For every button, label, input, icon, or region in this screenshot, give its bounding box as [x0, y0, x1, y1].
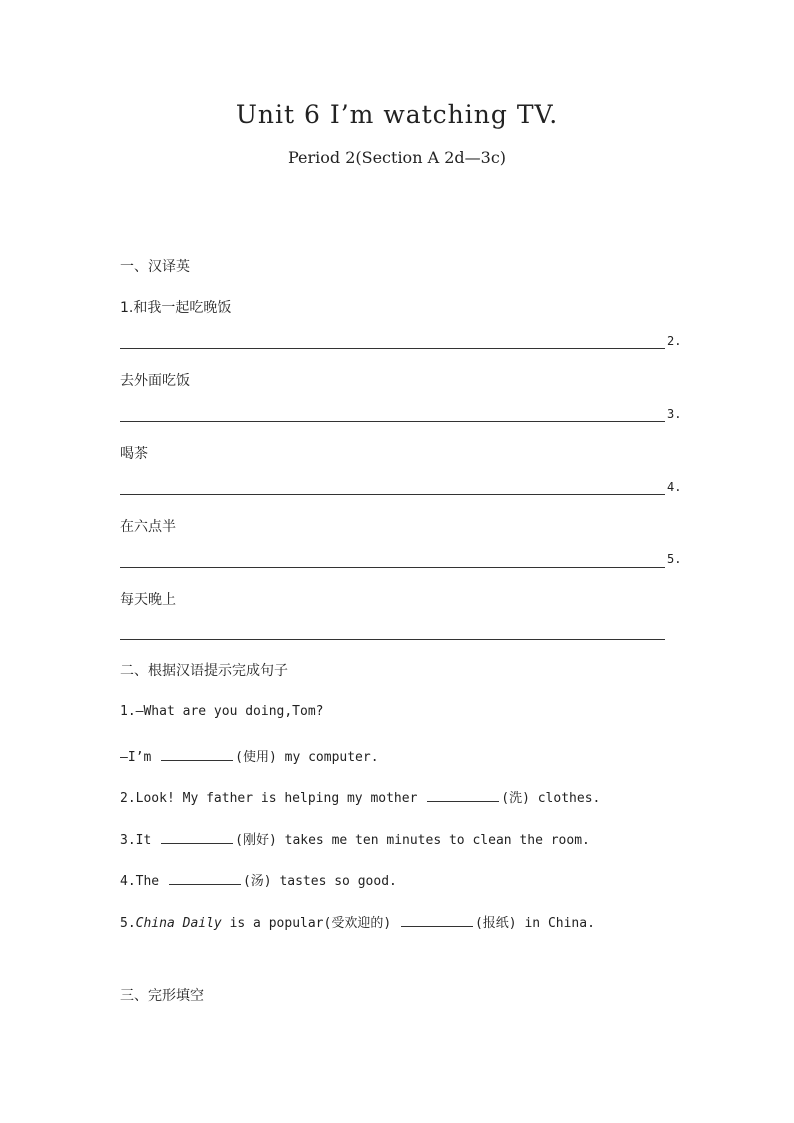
question-3 — [120, 829, 590, 848]
answer-line-2 — [120, 421, 665, 422]
section1-item1: 1.和我一起吃晚饭 — [120, 300, 232, 316]
question-5-newspaper-name: China Daily — [135, 916, 222, 931]
question-4 — [120, 870, 397, 889]
item-number-3: 3. — [667, 407, 682, 421]
section1-item4: 在六点半 — [120, 519, 176, 535]
question-3-prefix: 3.It — [120, 833, 160, 848]
section1-item2: 去外面吃饭 — [120, 373, 190, 389]
answer-blank-1[interactable] — [161, 748, 233, 761]
section1-item3: 喝茶 — [120, 446, 148, 462]
question-5-middle: is a popular(受欢迎的) — [221, 916, 399, 931]
section3-heading: 三、完形填空 — [120, 988, 204, 1004]
answer-line-3 — [120, 494, 665, 495]
section1-heading: 一、汉译英 — [120, 259, 190, 275]
item-number-4: 4. — [667, 480, 682, 494]
answer-blank-4[interactable] — [169, 872, 241, 885]
question-1b-prefix: —I’m — [120, 750, 160, 765]
answer-line-5 — [120, 639, 665, 640]
page-title: Unit 6 I’m watching TV. — [235, 100, 559, 129]
answer-line-1 — [120, 348, 665, 349]
section1-item5: 每天晚上 — [120, 592, 176, 608]
question-2-hint: (洗) clothes. — [501, 791, 601, 806]
question-4-hint: (汤) tastes so good. — [242, 874, 397, 889]
answer-blank-2[interactable] — [427, 789, 499, 802]
question-2 — [120, 787, 600, 806]
item-number-2: 2. — [667, 334, 682, 348]
question-5-prefix: 5. — [120, 916, 136, 931]
question-1b-hint: (使用) my computer. — [235, 750, 379, 765]
answer-blank-3[interactable] — [161, 831, 233, 844]
question-1a: 1.—What are you doing,Tom? — [120, 704, 324, 719]
answer-line-4 — [120, 567, 665, 568]
answer-blank-5[interactable] — [401, 914, 473, 927]
question-2-prefix: 2.Look! My father is helping my mother — [120, 791, 426, 806]
item-number-5: 5. — [667, 552, 682, 566]
question-5-hint: (报纸) in China. — [474, 916, 595, 931]
question-5 — [120, 912, 595, 931]
question-4-prefix: 4.The — [120, 874, 167, 889]
page-subtitle: Period 2(Section A 2d—3c) — [287, 148, 507, 167]
question-1b — [120, 746, 379, 765]
question-3-hint: (刚好) takes me ten minutes to clean the room. — [235, 833, 590, 848]
section2-heading: 二、根据汉语提示完成句子 — [120, 663, 288, 679]
